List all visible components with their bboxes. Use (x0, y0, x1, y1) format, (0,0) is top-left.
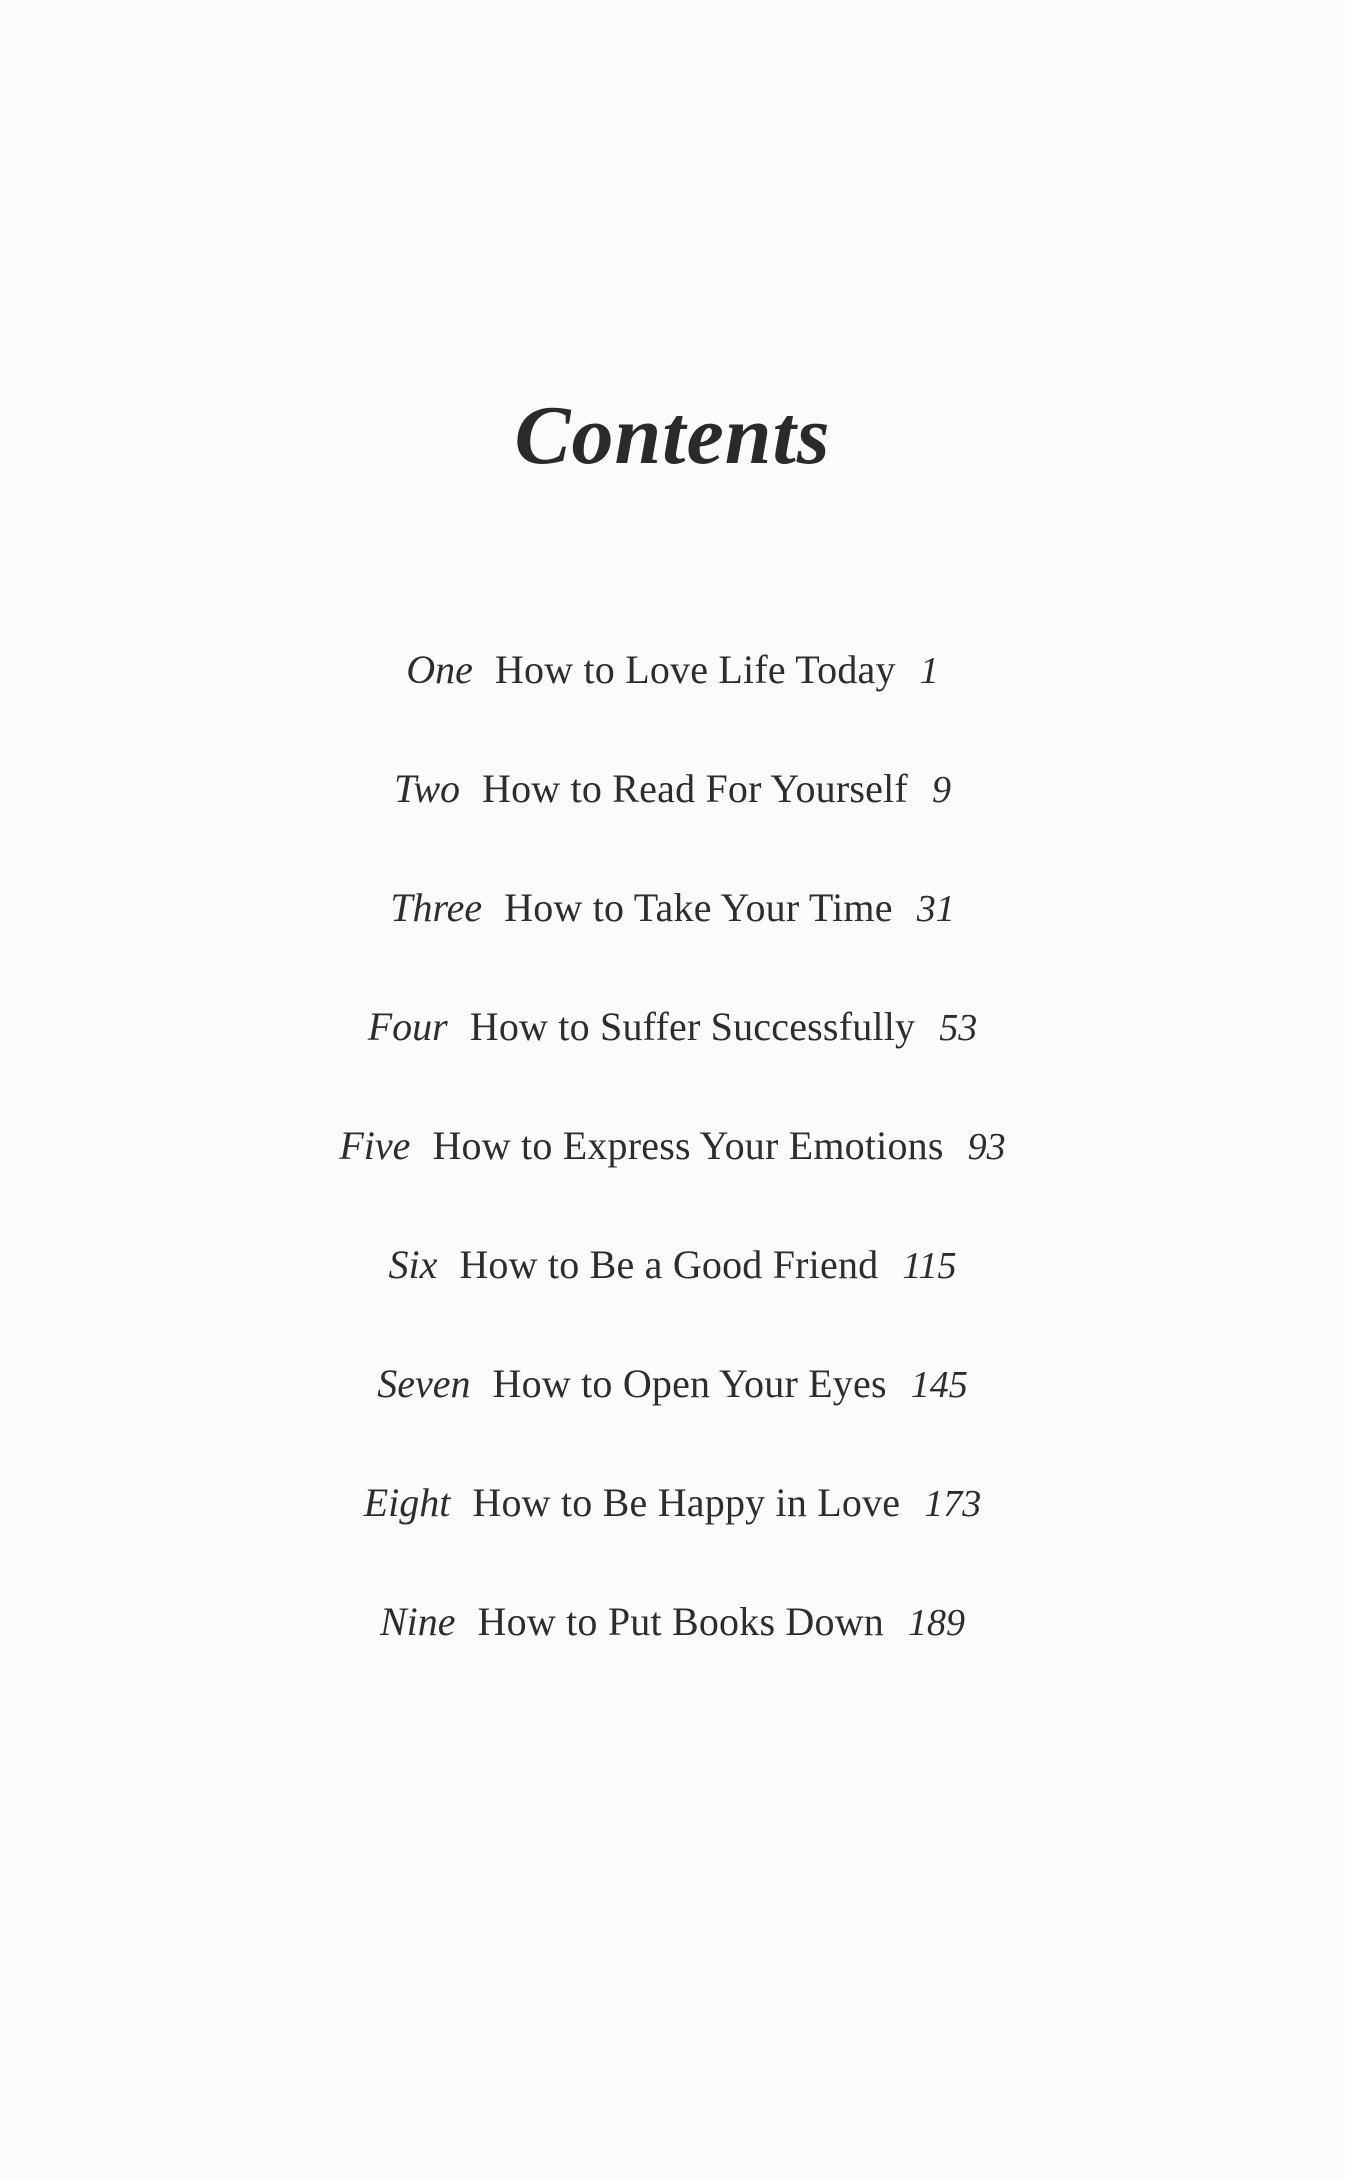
toc-entry (0, 759, 1345, 878)
toc-entry (0, 1592, 1345, 1711)
table-of-contents (0, 640, 1345, 1711)
page-number: 93 (967, 1126, 1006, 1168)
chapter-number: Four (367, 1004, 448, 1049)
chapter-number: Nine (379, 1599, 456, 1644)
page-number: 189 (908, 1602, 965, 1644)
chapter-title: How to Be a Good Friend (459, 1242, 879, 1287)
toc-entry (0, 878, 1345, 997)
page-number: 9 (931, 769, 951, 811)
page-title: Contents (514, 389, 831, 483)
toc-entry (0, 1116, 1345, 1235)
chapter-title: How to Read For Yourself (482, 766, 908, 811)
toc-entry (0, 1473, 1345, 1592)
chapter-title: How to Be Happy in Love (472, 1480, 901, 1525)
toc-entry (0, 1354, 1345, 1473)
toc-entry (0, 997, 1345, 1116)
chapter-number: Two (394, 766, 461, 811)
chapter-number: Six (388, 1242, 438, 1287)
chapter-title: How to Express Your Emotions (432, 1123, 944, 1168)
chapter-number: Three (390, 885, 483, 930)
page-number: 173 (924, 1483, 982, 1525)
chapter-number: Eight (363, 1480, 451, 1525)
toc-entry (0, 1235, 1345, 1354)
chapter-number: Five (339, 1123, 411, 1168)
page-number: 145 (910, 1364, 968, 1406)
chapter-title: How to Put Books Down (477, 1599, 884, 1644)
page-number: 115 (902, 1245, 957, 1287)
page-number: 31 (916, 888, 955, 930)
chapter-number: One (406, 647, 473, 692)
page-number: 53 (939, 1007, 978, 1049)
toc-entry (0, 640, 1345, 759)
chapter-title: How to Open Your Eyes (492, 1361, 887, 1406)
chapter-title: How to Suffer Successfully (469, 1004, 916, 1049)
chapter-title: How to Love Life Today (494, 647, 896, 692)
page-number: 1 (919, 650, 939, 692)
chapter-number: Seven (377, 1361, 471, 1406)
chapter-title: How to Take Your Time (504, 885, 893, 930)
